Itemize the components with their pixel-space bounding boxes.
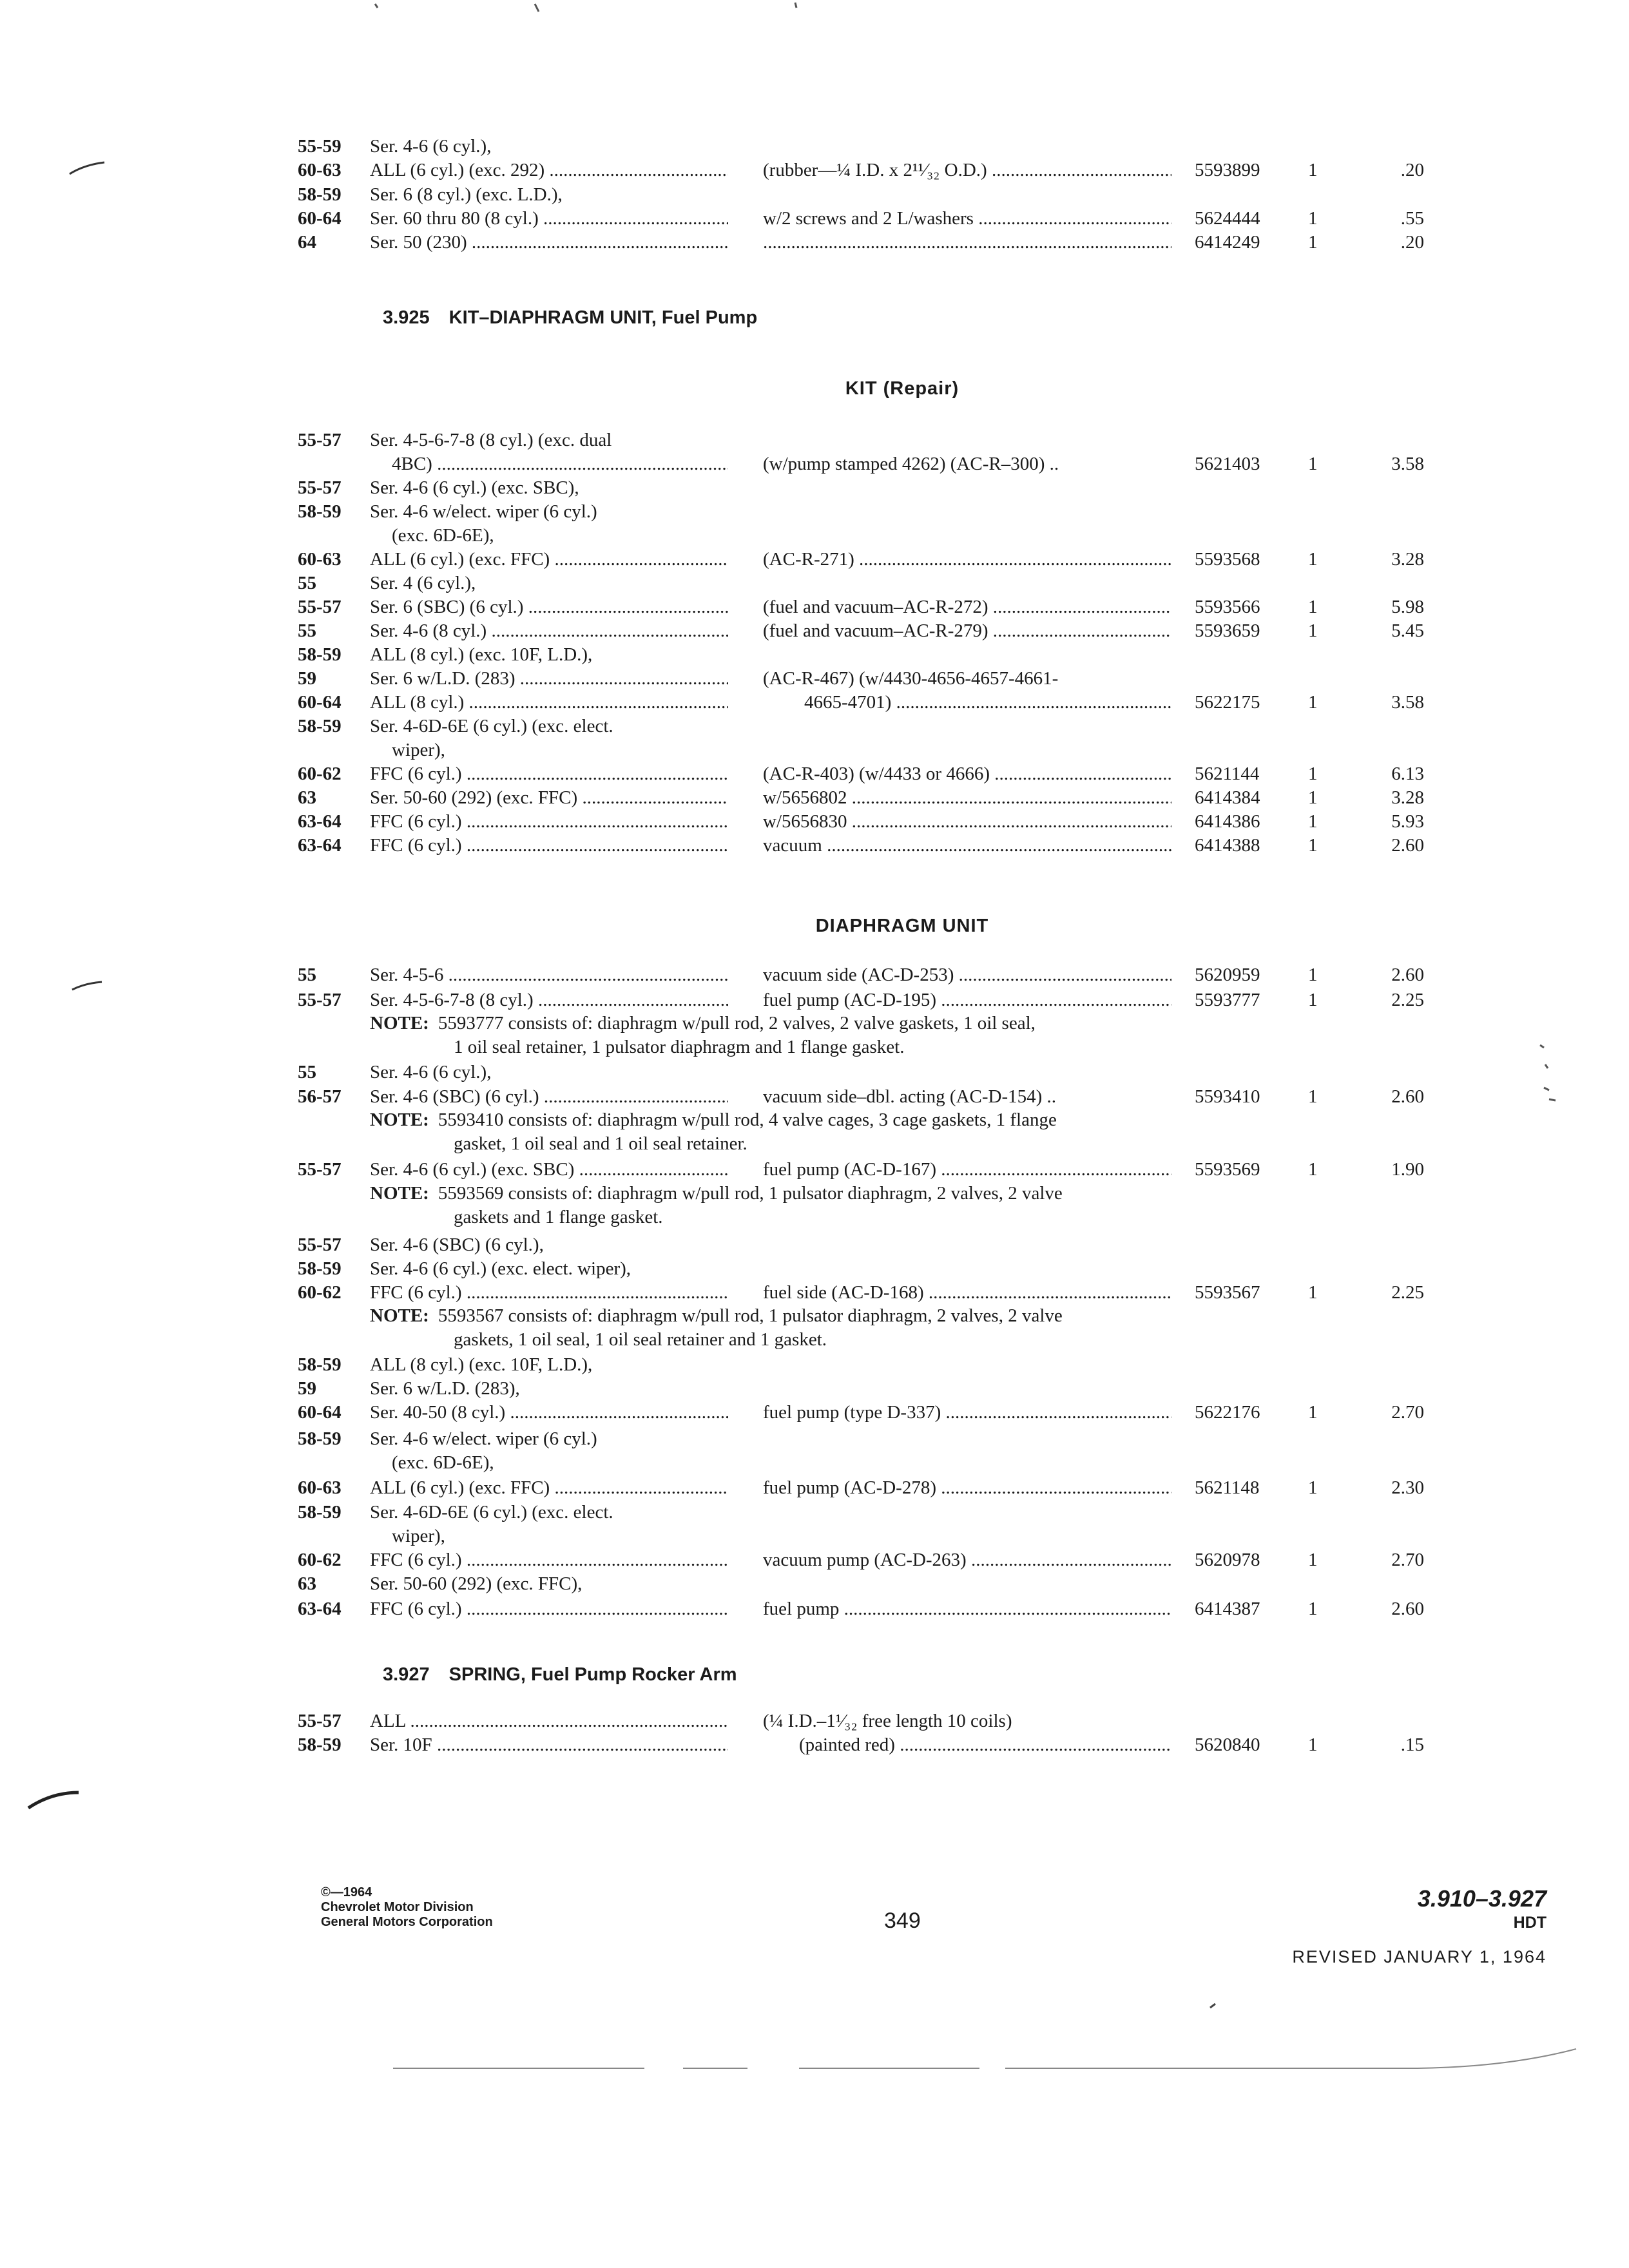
model-description: Ser. 4-6 (SBC) (6 cyl.), xyxy=(370,1235,544,1255)
part-number: 5624444 xyxy=(1195,208,1260,229)
quantity: 1 xyxy=(1308,1735,1318,1755)
part-remark: (AC-R-403) (w/4433 or 4666) ..... xyxy=(763,762,1171,786)
section-number: 3.927 xyxy=(383,1664,430,1685)
model-description: ALL (6 cyl.) (exc. FFC) ..... xyxy=(370,1475,728,1500)
model-description: 4BC) ..... xyxy=(392,452,728,476)
margin-mark xyxy=(28,1792,79,1808)
page-edge-line xyxy=(393,2049,1576,2068)
price: 1.90 xyxy=(1391,1159,1424,1180)
quantity: 1 xyxy=(1308,549,1318,570)
top-specks xyxy=(375,3,796,12)
price: 5.93 xyxy=(1391,811,1424,832)
price: 2.25 xyxy=(1391,990,1424,1010)
year-range: 59 xyxy=(298,1378,316,1399)
year-range: 55-57 xyxy=(298,597,342,617)
model-description: ALL (8 cyl.) (exc. 10F, L.D.), xyxy=(370,1354,593,1375)
model-description: Ser. 4-6 w/elect. wiper (6 cyl.) xyxy=(370,1428,597,1449)
year-range: 63 xyxy=(298,787,316,808)
year-range: 60-62 xyxy=(298,1282,342,1303)
model-description: Ser. 50-60 (292) (exc. FFC) ..... xyxy=(370,785,728,810)
model-description: Ser. 60 thru 80 (8 cyl.) ..... xyxy=(370,206,728,231)
price: 2.60 xyxy=(1391,1086,1424,1107)
model-description: wiper), xyxy=(392,740,445,760)
year-range: 56-57 xyxy=(298,1086,342,1107)
price: 2.25 xyxy=(1391,1282,1424,1303)
part-remark: vacuum side (AC-D-253) ..... xyxy=(763,963,1171,987)
quantity: 1 xyxy=(1308,454,1318,474)
model-description: Ser. 6 (8 cyl.) (exc. L.D.), xyxy=(370,184,563,205)
model-description: FFC (6 cyl.) ..... xyxy=(370,1280,728,1305)
model-description: Ser. 4-5-6-7-8 (8 cyl.) (exc. dual xyxy=(370,430,612,450)
price: 3.58 xyxy=(1391,454,1424,474)
year-range: 55-57 xyxy=(298,477,342,498)
model-description: (exc. 6D-6E), xyxy=(392,525,494,546)
part-remark: fuel side (AC-D-168) ..... xyxy=(763,1280,1171,1305)
part-remark: fuel pump (AC-D-167) ..... xyxy=(763,1157,1171,1182)
model-description: Ser. 4-6 (6 cyl.), xyxy=(370,1062,492,1082)
part-remark: (rubber—¼ I.D. x 2¹¹⁄₃₂ O.D.) ..... xyxy=(763,158,1171,182)
price: .55 xyxy=(1400,208,1424,229)
margin-mark xyxy=(72,982,102,990)
model-description: Ser. 6 w/L.D. (283) ..... xyxy=(370,666,728,691)
part-number: 5593659 xyxy=(1195,620,1260,641)
price: 3.58 xyxy=(1391,692,1424,713)
model-description: Ser. 4-6D-6E (6 cyl.) (exc. elect. xyxy=(370,1502,613,1523)
year-range: 55 xyxy=(298,620,316,641)
price: 2.60 xyxy=(1391,965,1424,985)
model-description: Ser. 4-6 (6 cyl.) (exc. elect. wiper), xyxy=(370,1258,631,1279)
year-range: 55-59 xyxy=(298,136,342,157)
model-description: Ser. 50-60 (292) (exc. FFC), xyxy=(370,1573,583,1594)
year-range: 58-59 xyxy=(298,1502,342,1523)
quantity: 1 xyxy=(1308,965,1318,985)
quantity: 1 xyxy=(1308,1086,1318,1107)
model-description: FFC (6 cyl.) ..... xyxy=(370,809,728,834)
price: 3.28 xyxy=(1391,549,1424,570)
division-name: Chevrolet Motor Division xyxy=(321,1900,474,1914)
part-number: 5622176 xyxy=(1195,1402,1260,1423)
part-number: 5593566 xyxy=(1195,597,1260,617)
part-remark: (AC-R-467) (w/4430-4656-4657-4661- xyxy=(763,668,1059,689)
part-remark: (painted red) ..... xyxy=(799,1733,1171,1757)
part-remark: vacuum side–dbl. acting (AC-D-154) .. xyxy=(763,1086,1057,1107)
year-range: 58-59 xyxy=(298,1735,342,1755)
year-range: 59 xyxy=(298,668,316,689)
part-remark: (AC-R-271) ..... xyxy=(763,547,1171,572)
copyright-year: ©—1964 xyxy=(321,1885,372,1899)
part-remark: fuel pump (AC-D-195) ..... xyxy=(763,988,1171,1012)
part-number: 6414384 xyxy=(1195,787,1260,808)
year-range: 63 xyxy=(298,1573,316,1594)
model-description: FFC (6 cyl.) ..... xyxy=(370,1548,728,1572)
quantity: 1 xyxy=(1308,835,1318,856)
note-text: 5593410 consists of: diaphragm w/pull rod, 4 valve cages, 3 cage gaskets, 1 flange xyxy=(438,1110,1057,1130)
speck-mark xyxy=(1210,2004,1215,2008)
year-range: 55-57 xyxy=(298,430,342,450)
model-description: Ser. 6 (SBC) (6 cyl.) ..... xyxy=(370,595,728,619)
part-number: 5621144 xyxy=(1195,764,1260,784)
price: 5.45 xyxy=(1391,620,1424,641)
year-range: 60-64 xyxy=(298,692,342,713)
revised-date: REVISED JANUARY 1, 1964 xyxy=(1292,1947,1547,1966)
price: 2.30 xyxy=(1391,1477,1424,1498)
part-remark: (fuel and vacuum–AC-R-272) ..... xyxy=(763,595,1171,619)
part-number: 5593410 xyxy=(1195,1086,1260,1107)
quantity: 1 xyxy=(1308,1599,1318,1619)
part-remark: fuel pump (type D-337) ..... xyxy=(763,1400,1171,1425)
corporation-name: General Motors Corporation xyxy=(321,1915,493,1929)
model-description: Ser. 4-5-6-7-8 (8 cyl.) ..... xyxy=(370,988,728,1012)
year-range: 58-59 xyxy=(298,1428,342,1449)
part-number: 6414249 xyxy=(1195,232,1260,253)
part-number: 5593568 xyxy=(1195,549,1260,570)
price: .20 xyxy=(1400,232,1424,253)
note-label: NOTE: xyxy=(370,1183,429,1204)
quantity: 1 xyxy=(1308,620,1318,641)
part-number: 5620959 xyxy=(1195,965,1260,985)
quantity: 1 xyxy=(1308,990,1318,1010)
model-description: Ser. 4-5-6 ..... xyxy=(370,963,728,987)
model-description: Ser. 10F ..... xyxy=(370,1733,728,1757)
year-range: 55-57 xyxy=(298,990,342,1010)
part-number: 5593567 xyxy=(1195,1282,1260,1303)
quantity: 1 xyxy=(1308,232,1318,253)
price: 5.98 xyxy=(1391,597,1424,617)
price: 2.70 xyxy=(1391,1402,1424,1423)
model-description: Ser. 4-6 (6 cyl.) (exc. SBC), xyxy=(370,477,579,498)
model-description: ALL (8 cyl.) ..... xyxy=(370,690,728,715)
note-text-continued: gaskets, 1 oil seal, 1 oil seal retainer and 1 gasket. xyxy=(454,1329,827,1350)
year-range: 58-59 xyxy=(298,1258,342,1279)
model-description: Ser. 4-6D-6E (6 cyl.) (exc. elect. xyxy=(370,716,613,736)
model-description: Ser. 4-6 (6 cyl.), xyxy=(370,136,492,157)
quantity: 1 xyxy=(1308,764,1318,784)
price: 6.13 xyxy=(1391,764,1424,784)
kit-repair-heading: KIT (Repair) xyxy=(845,378,959,399)
section-title: SPRING, Fuel Pump Rocker Arm xyxy=(448,1664,737,1685)
year-range: 60-63 xyxy=(298,549,342,570)
part-remark: w/5656802 ..... xyxy=(763,785,1171,810)
note-text: 5593569 consists of: diaphragm w/pull rod, 1 pulsator diaphragm, 2 valves, 2 valve xyxy=(438,1183,1063,1204)
year-range: 55-57 xyxy=(298,1159,342,1180)
quantity: 1 xyxy=(1308,1477,1318,1498)
model-description: Ser. 4-6 (SBC) (6 cyl.) ..... xyxy=(370,1084,728,1109)
year-range: 60-62 xyxy=(298,764,342,784)
quantity: 1 xyxy=(1308,811,1318,832)
quantity: 1 xyxy=(1308,160,1318,180)
price: 2.70 xyxy=(1391,1550,1424,1570)
year-range: 55-57 xyxy=(298,1711,342,1731)
model-description: ALL (6 cyl.) (exc. 292) ..... xyxy=(370,158,728,182)
price: 3.28 xyxy=(1391,787,1424,808)
year-range: 58-59 xyxy=(298,1354,342,1375)
model-description: wiper), xyxy=(392,1526,445,1546)
year-range: 60-63 xyxy=(298,1477,342,1498)
price: .20 xyxy=(1400,160,1424,180)
part-remark: vacuum pump (AC-D-263) ..... xyxy=(763,1548,1171,1572)
part-number: 5622175 xyxy=(1195,692,1260,713)
model-description: Ser. 40-50 (8 cyl.) ..... xyxy=(370,1400,728,1425)
year-range: 60-62 xyxy=(298,1550,342,1570)
part-remark: (fuel and vacuum–AC-R-279) ..... xyxy=(763,619,1171,643)
price: 2.60 xyxy=(1391,1599,1424,1619)
quantity: 1 xyxy=(1308,1282,1318,1303)
part-remark: (w/pump stamped 4262) (AC-R–300) .. xyxy=(763,454,1059,474)
year-range: 63-64 xyxy=(298,1599,342,1619)
year-range: 60-63 xyxy=(298,160,342,180)
note-label: NOTE: xyxy=(370,1013,429,1033)
model-description: Ser. 4-6 (6 cyl.) (exc. SBC) ..... xyxy=(370,1157,728,1182)
part-remark: fuel pump (AC-D-278) ..... xyxy=(763,1475,1171,1500)
note-text-continued: gasket, 1 oil seal and 1 oil seal retainer. xyxy=(454,1133,747,1154)
margin-mark xyxy=(70,162,104,174)
year-range: 60-64 xyxy=(298,208,342,229)
year-range: 58-59 xyxy=(298,644,342,665)
part-remark: vacuum ..... xyxy=(763,833,1171,858)
year-range: 55 xyxy=(298,1062,316,1082)
part-remark: w/5656830 ..... xyxy=(763,809,1171,834)
model-description: (exc. 6D-6E), xyxy=(392,1452,494,1473)
page-number: 349 xyxy=(884,1908,921,1933)
section-range: 3.910–3.927 xyxy=(1417,1885,1547,1912)
year-range: 64 xyxy=(298,232,316,253)
model-description: ALL (8 cyl.) (exc. 10F, L.D.), xyxy=(370,644,593,665)
year-range: 60-64 xyxy=(298,1402,342,1423)
diaphragm-unit-heading: DIAPHRAGM UNIT xyxy=(815,916,989,936)
part-remark: fuel pump ..... xyxy=(763,1597,1171,1621)
catalog-code: HDT xyxy=(1513,1914,1547,1932)
model-description: FFC (6 cyl.) ..... xyxy=(370,1597,728,1621)
part-number: 6414386 xyxy=(1195,811,1260,832)
model-description: FFC (6 cyl.) ..... xyxy=(370,762,728,786)
part-remark: 4665-4701) ..... xyxy=(804,690,1171,715)
part-number: 5621148 xyxy=(1195,1477,1260,1498)
year-range: 63-64 xyxy=(298,811,342,832)
part-remark: (¼ I.D.–1¹⁄₃₂ free length 10 coils) xyxy=(763,1711,1012,1731)
note-text: 5593567 consists of: diaphragm w/pull rod, 1 pulsator diaphragm, 2 valves, 2 valve xyxy=(438,1305,1063,1326)
note-label: NOTE: xyxy=(370,1110,429,1130)
year-range: 55 xyxy=(298,965,316,985)
note-text-continued: 1 oil seal retainer, 1 pulsator diaphragm and 1 flange gasket. xyxy=(454,1037,905,1057)
note-label: NOTE: xyxy=(370,1305,429,1326)
year-range: 58-59 xyxy=(298,716,342,736)
year-range: 58-59 xyxy=(298,184,342,205)
quantity: 1 xyxy=(1308,787,1318,808)
section-title: KIT–DIAPHRAGM UNIT, Fuel Pump xyxy=(448,307,758,328)
part-number: 6414388 xyxy=(1195,835,1260,856)
part-number: 6414387 xyxy=(1195,1599,1260,1619)
quantity: 1 xyxy=(1308,1159,1318,1180)
quantity: 1 xyxy=(1308,692,1318,713)
part-number: 5620840 xyxy=(1195,1735,1260,1755)
part-number: 5620978 xyxy=(1195,1550,1260,1570)
part-number: 5621403 xyxy=(1195,454,1260,474)
year-range: 55 xyxy=(298,573,316,593)
quantity: 1 xyxy=(1308,597,1318,617)
part-number: 5593569 xyxy=(1195,1159,1260,1180)
price: 2.60 xyxy=(1391,835,1424,856)
note-text: 5593777 consists of: diaphragm w/pull rod, 2 valves, 2 valve gaskets, 1 oil seal, xyxy=(438,1013,1036,1033)
model-description: Ser. 6 w/L.D. (283), xyxy=(370,1378,520,1399)
model-description: Ser. 50 (230) ..... xyxy=(370,230,728,255)
part-remark: w/2 screws and 2 L/washers ..... xyxy=(763,206,1171,231)
quantity: 1 xyxy=(1308,208,1318,229)
part-number: 5593899 xyxy=(1195,160,1260,180)
model-description: Ser. 4 (6 cyl.), xyxy=(370,573,476,593)
quantity: 1 xyxy=(1308,1402,1318,1423)
speck-marks xyxy=(1540,1045,1556,1100)
model-description: Ser. 4-6 (8 cyl.) ..... xyxy=(370,619,728,643)
part-number: 5593777 xyxy=(1195,990,1260,1010)
model-description: ALL (6 cyl.) (exc. FFC) ..... xyxy=(370,547,728,572)
year-range: 63-64 xyxy=(298,835,342,856)
model-description: FFC (6 cyl.) ..... xyxy=(370,833,728,858)
note-text-continued: gaskets and 1 flange gasket. xyxy=(454,1207,663,1227)
quantity: 1 xyxy=(1308,1550,1318,1570)
model-description: ALL ..... xyxy=(370,1709,728,1733)
price: .15 xyxy=(1400,1735,1424,1755)
year-range: 58-59 xyxy=(298,501,342,522)
section-number: 3.925 xyxy=(383,307,430,328)
model-description: Ser. 4-6 w/elect. wiper (6 cyl.) xyxy=(370,501,597,522)
year-range: 55-57 xyxy=(298,1235,342,1255)
